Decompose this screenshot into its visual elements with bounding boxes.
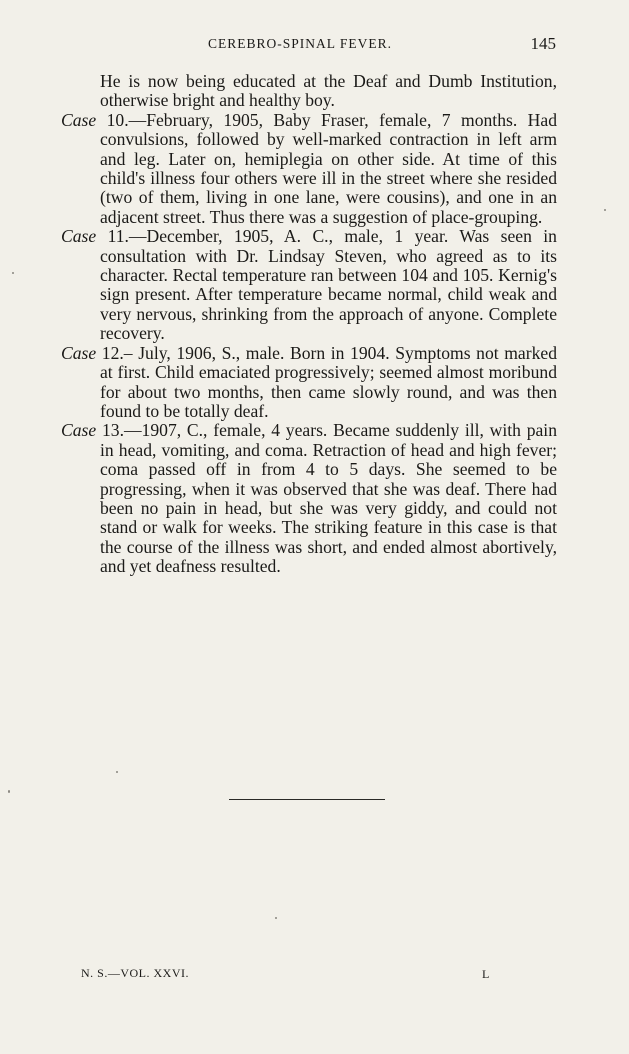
volume-signature: N. S.—VOL. XXVI. xyxy=(81,966,189,980)
running-title: CEREBRO-SPINAL FEVER. xyxy=(208,36,393,51)
case-text: 12.– July, 1906, S., male. Born in 1904. Symptoms not marked at first. Child emaciated progressively; seemed almost moribund for about two months, then came slowly round, and was then found to be totally deaf. xyxy=(100,342,557,421)
case-text: 10.—February, 1905, Baby Fraser, female, 7 months. Had convulsions, followed by well-marked contraction in left arm and leg. Later on, hemiplegia on other side. At time of this child's illness four others were ill in the street where she resided (two of them, living in one lane, were cousins), and one in an adjacent street. Thus there was a suggestion of place-grouping. xyxy=(100,109,557,227)
case-label: Case xyxy=(61,420,97,441)
case-label: Case xyxy=(61,226,97,247)
lead-paragraph: He is now being educated at the Deaf and Dumb Institution, otherwise bright and healthy boy. xyxy=(100,71,557,111)
paper-speck xyxy=(12,272,14,274)
section-divider-rule xyxy=(229,799,385,800)
case-text: 11.—December, 1905, A. C., male, 1 year. Was seen in consultation with Dr. Lindsay Steven, who agreed as to its character. Rectal temperature ran between 104 and 105. Kernig's sign present. After temperature became normal, child weak and very nervous, shrinking from the approach of anyone. Complete recovery. xyxy=(100,226,557,344)
sheet-signature-mark: L xyxy=(482,967,490,981)
body-text xyxy=(61,72,557,577)
case-paragraph-12 xyxy=(61,344,557,422)
paper-speck xyxy=(275,917,277,919)
paper-speck xyxy=(604,209,606,211)
case-paragraph-13 xyxy=(61,421,557,576)
case-text: 13.—1907, C., female, 4 years. Became suddenly ill, with pain in head, vomiting, and coma. Retraction of head and high fever; coma passed off in from 4 to 5 days. She seemed to be progressing, when it was observed that she was deaf. There had been no pain in head, but she was very giddy, and could not stand or walk for weeks. The striking feature in this case is that the course of the illness was short, and ended almost abortively, and yet deafness resulted. xyxy=(100,420,557,577)
case-paragraph-10 xyxy=(61,111,557,227)
case-label: Case xyxy=(61,342,97,363)
case-label: Case xyxy=(61,109,97,130)
paper-speck xyxy=(8,790,10,793)
page-number: 145 xyxy=(530,34,556,53)
paper-speck xyxy=(116,771,118,773)
case-paragraph-11 xyxy=(61,227,557,343)
